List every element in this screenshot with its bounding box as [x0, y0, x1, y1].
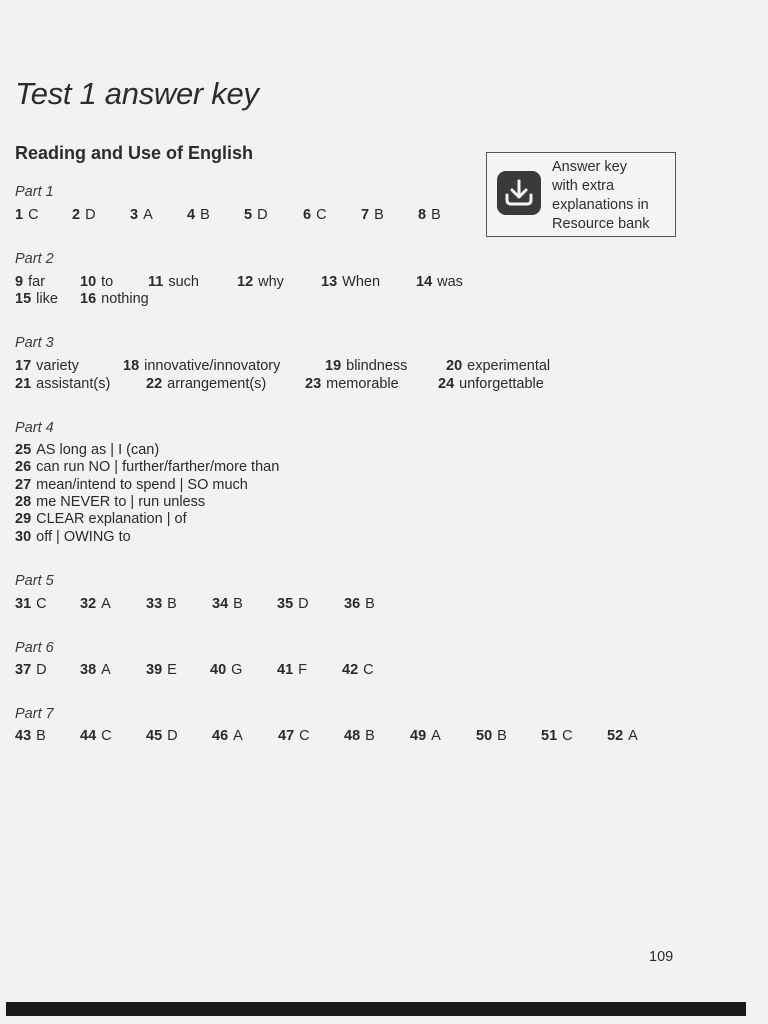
answer-item: 43 B — [15, 728, 46, 744]
answer-item: 7 B — [361, 207, 384, 223]
answer-line: 27 mean/intend to spend | SO much — [15, 477, 248, 493]
answer-line: 25 AS long as | I (can) — [15, 442, 160, 458]
answer-line: 28 me NEVER to | run unless — [15, 494, 206, 510]
answer-item: 44 C — [80, 728, 112, 744]
answer-item: 36 B — [344, 596, 375, 612]
answer-item: 42 C — [342, 662, 374, 678]
answer-item: 34 B — [212, 596, 243, 612]
resource-box-text — [552, 158, 672, 234]
answer-item: 4 B — [187, 207, 210, 223]
answer-item: 3 A — [130, 207, 153, 223]
answer-item: 35 D — [277, 596, 309, 612]
answer-item: 9 far — [15, 274, 45, 290]
answer-item: 38 A — [80, 662, 111, 678]
section-heading: Reading and Use of English — [15, 143, 254, 163]
answer-item: 22 arrangement(s) — [146, 376, 267, 392]
answer-item: 11 such — [148, 274, 199, 290]
answer-item: 18 innovative/innovatory — [123, 358, 281, 374]
answer-item: 14 was — [416, 274, 463, 290]
answer-item: 8 B — [418, 207, 441, 223]
page-number: 109 — [649, 949, 674, 965]
resource-line: explanations in — [552, 197, 649, 213]
answer-item: 52 A — [607, 728, 638, 744]
page-title: Test 1 answer key — [15, 76, 259, 111]
answer-item: 33 B — [146, 596, 177, 612]
answer-item: 51 C — [541, 728, 573, 744]
answer-item: 6 C — [303, 207, 327, 223]
answer-line: 29 CLEAR explanation | of — [15, 511, 187, 527]
answer-item: 13 When — [321, 274, 381, 290]
answer-item: 12 why — [237, 274, 284, 290]
resource-line: with extra — [552, 178, 615, 194]
part1-label: Part 1 — [15, 184, 54, 200]
answer-item: 49 A — [410, 728, 441, 744]
download-icon — [497, 171, 541, 215]
footer-bar — [6, 1002, 746, 1016]
answer-item: 32 A — [80, 596, 111, 612]
part5-label: Part 5 — [15, 573, 54, 589]
answer-item: 39 E — [146, 662, 177, 678]
part4-label: Part 4 — [15, 420, 54, 436]
answer-item: 21 assistant(s) — [15, 376, 111, 392]
answer-item: 24 unforgettable — [438, 376, 544, 392]
part2-label: Part 2 — [15, 251, 54, 267]
answer-line: 30 off | OWING to — [15, 529, 131, 545]
answer-item: 41 F — [277, 662, 307, 678]
resource-line: Answer key — [552, 159, 627, 175]
answer-item: 15 like — [15, 291, 58, 307]
answer-item: 1 C — [15, 207, 39, 223]
answer-item: 50 B — [476, 728, 507, 744]
answer-item: 37 D — [15, 662, 47, 678]
answer-item: 48 B — [344, 728, 375, 744]
resource-line: Resource bank — [552, 216, 650, 232]
answer-item: 47 C — [278, 728, 310, 744]
part7-label: Part 7 — [15, 706, 54, 722]
answer-item: 46 A — [212, 728, 243, 744]
answer-item: 16 nothing — [80, 291, 149, 307]
answer-item: 40 G — [210, 662, 243, 678]
answer-item: 20 experimental — [446, 358, 551, 374]
part3-label: Part 3 — [15, 335, 54, 351]
answer-item: 5 D — [244, 207, 268, 223]
answer-item: 23 memorable — [305, 376, 399, 392]
part6-label: Part 6 — [15, 640, 54, 656]
answer-item: 17 variety — [15, 358, 79, 374]
answer-item: 2 D — [72, 207, 96, 223]
answer-line: 26 can run NO | further/farther/more than — [15, 459, 280, 475]
answer-item: 19 blindness — [325, 358, 408, 374]
answer-item: 45 D — [146, 728, 178, 744]
answer-item: 10 to — [80, 274, 114, 290]
answer-item: 31 C — [15, 596, 47, 612]
resource-bank-box[interactable] — [486, 152, 676, 237]
